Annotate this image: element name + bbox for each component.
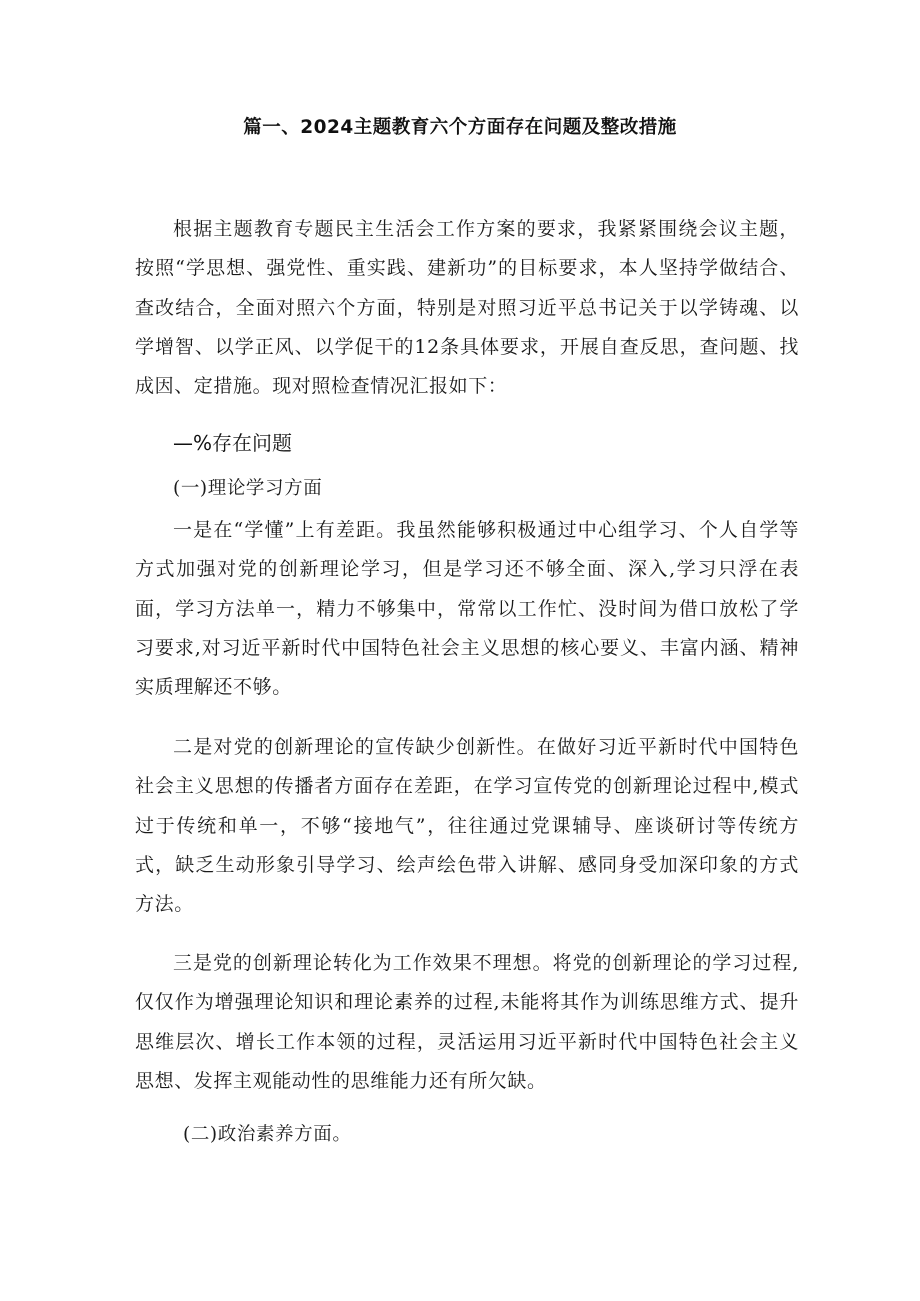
document-title: 篇一、2024主题教育六个方面存在问题及整改措施	[243, 117, 677, 138]
paragraph-point-3: 三是党的创新理论转化为工作效果不理想。将党的创新理论的学习过程,仅仅作为增强理论知识和理论素养的过程,未能将其作为训练思维方式、提升思维层次、增长工作本领的过程，灵活运用习近平新时代中国特色社会主义思想、发挥主观能动性的思维能力还有所欠缺。	[135, 952, 799, 1092]
paragraph-point-1: 一是在“学懂”上有差距。我虽然能够积极通过中心组学习、个人自学等方式加强对党的创新理论学习，但是学习还不够全面、深入,学习只浮在表面，学习方法单一，精力不够集中，常常以工作忙、没时间为借口放松了学习要求,对习近平新时代中国特色社会主义思想的核心要义、丰富内涵、精神实质理解还不够。	[135, 519, 799, 699]
subsection-heading-theory-study: (一)理论学习方面	[173, 478, 323, 499]
subsection-heading-political-quality: (二)政治素养方面。	[183, 1124, 352, 1145]
intro-paragraph: 根据主题教育专题民主生活会工作方案的要求，我紧紧围绕会议主题，按照“学思想、强党性、重实践、建新功”的目标要求，本人坚持学做结合、查改结合，全面对照六个方面，特别是对照习近平总书记关于以学铸魂、以学增智、以学正风、以学促干的12条具体要求，开展自查反思，查问题、找成因、定措施。现对照检查情况汇报如下：	[135, 218, 799, 398]
section-heading-problems: —%存在问题	[173, 431, 293, 455]
paragraph-point-2: 二是对党的创新理论的宣传缺少创新性。在做好习近平新时代中国特色社会主义思想的传播者方面存在差距，在学习宣传党的创新理论过程中,模式过于传统和单一，不够“接地气”，往往通过党课辅导、座谈研讨等传统方式，缺乏生动形象引导学习、绘声绘色带入讲解、感同身受加深印象的方式方法。	[135, 736, 799, 916]
